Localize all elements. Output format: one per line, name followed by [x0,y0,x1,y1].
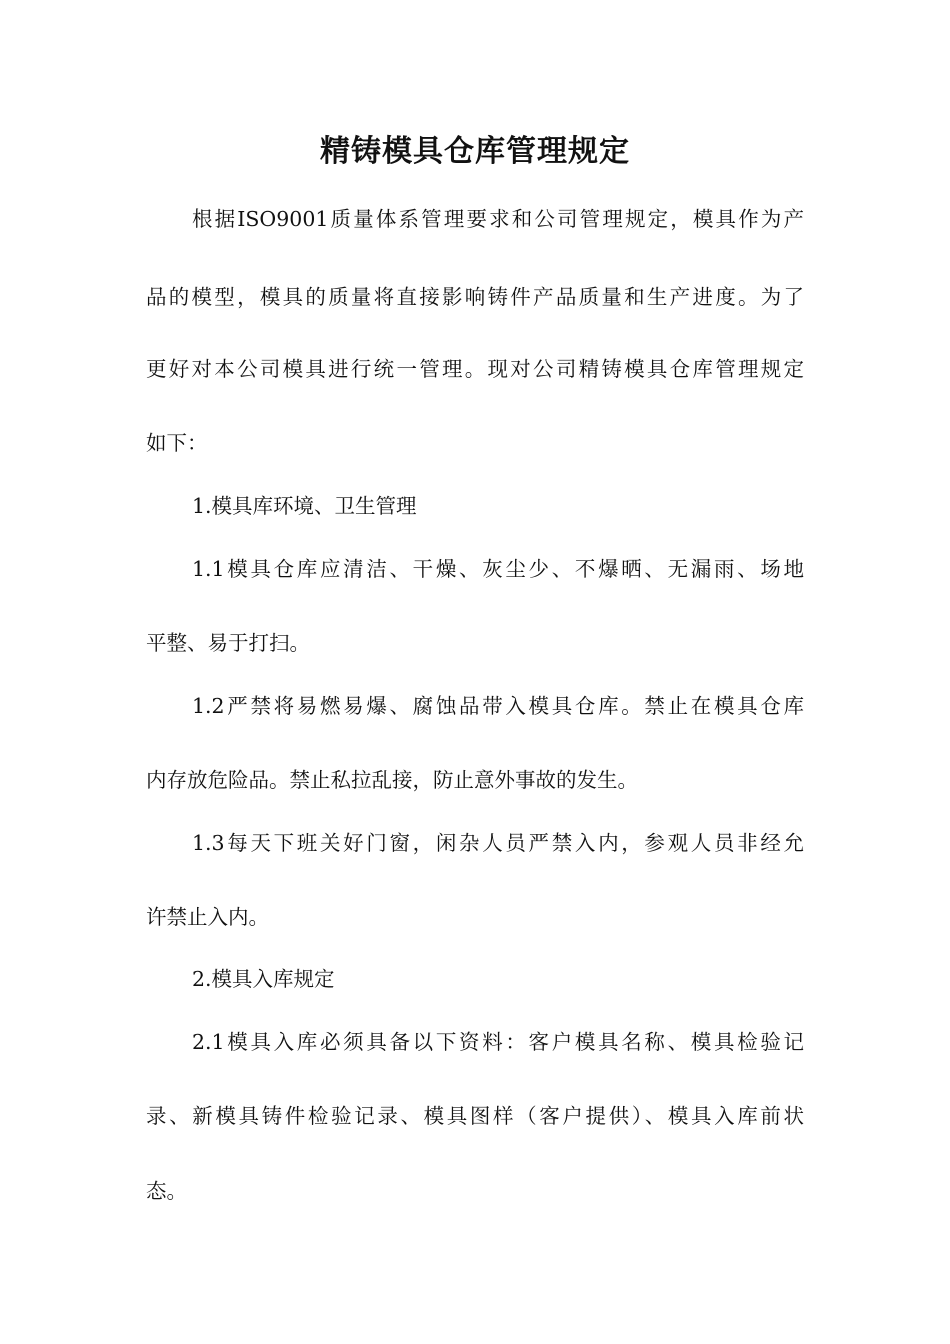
paragraph-intro-line-3: 更好对本公司模具进行统一管理。现对公司精铸模具仓库管理规定 [146,357,804,381]
section-heading-2: 2.模具入库规定 [192,967,335,991]
clause-1-2-line-2: 内存放危险品。禁止私拉乱接，防止意外事故的发生。 [146,768,638,792]
paragraph-intro-line-4: 如下： [146,431,208,455]
clause-1-1-line-2: 平整、易于打扫。 [146,631,310,655]
section-heading-1: 1.模具库环境、卫生管理 [192,494,417,518]
clause-1-3-line-2: 许禁止入内。 [146,905,269,929]
clause-2-1-line-1: 2.1模具入库必须具备以下资料：客户模具名称、模具检验记 [192,1030,804,1054]
clause-2-1-line-2: 录、新模具铸件检验记录、模具图样（客户提供）、模具入库前状 [146,1104,804,1128]
clause-1-2-line-1: 1.2严禁将易燃易爆、腐蚀品带入模具仓库。禁止在模具仓库 [192,694,804,718]
clause-1-1-line-1: 1.1模具仓库应清洁、干燥、灰尘少、不爆晒、无漏雨、场地 [192,557,804,581]
document-title: 精铸模具仓库管理规定 [320,134,630,169]
clause-1-3-line-1: 1.3每天下班关好门窗，闲杂人员严禁入内，参观人员非经允 [192,831,804,855]
paragraph-intro-line-2: 品的模型，模具的质量将直接影响铸件产品质量和生产进度。为了 [146,285,804,309]
paragraph-intro-line-1: 根据ISO9001质量体系管理要求和公司管理规定，模具作为产 [192,207,804,231]
clause-2-1-line-3: 态。 [146,1179,187,1203]
